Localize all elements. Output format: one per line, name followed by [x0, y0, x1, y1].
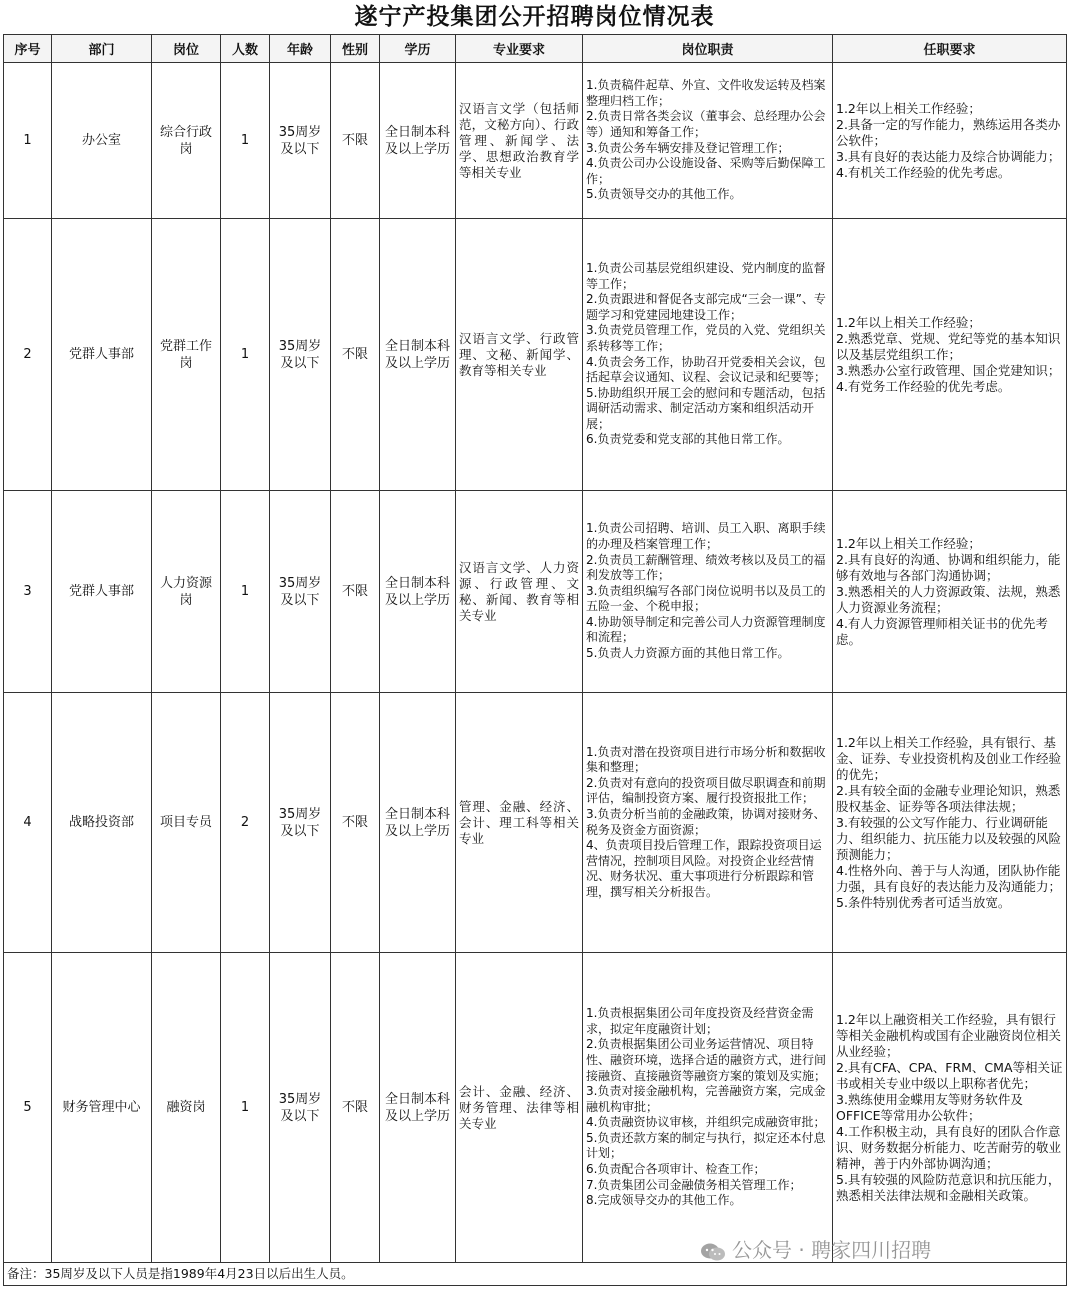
text-line: 3.熟练使用金蝶用友等财务软件及OFFICE等常用办公软件； [836, 1091, 1023, 1123]
cell-post: 人力资源岗 [152, 491, 221, 693]
header-major: 专业要求 [456, 35, 583, 63]
table-row [4, 953, 1067, 1263]
text-line: 2.负责根据集团公司业务运营情况、项目特性、融资环境，选择合适的融资方式，进行间接融资、直接融资等融资方案的策划及实施； [586, 1037, 827, 1083]
text-line: 2.负责对有意向的投资项目做尽职调查和前期评估，编制投资方案、履行投资报批工作； [586, 775, 826, 806]
cell-reqs [833, 953, 1067, 1263]
cell-gender: 不限 [331, 63, 380, 219]
text-line: 2.具有良好的沟通、协调和组织能力，能够有效地与各部门沟通协调； 3.熟悉相关的人力资源政策、法规，熟悉人力资源业务流程； [836, 551, 1068, 615]
header-dept: 部门 [52, 35, 152, 63]
text-line: 4.负责融资协议审核，并组织完成融资审批； [586, 1115, 826, 1130]
cell-count: 1 [221, 63, 270, 219]
text-line: 1.负责公司招聘、培训、员工入职、离职手续的办理及档案管理工作； [586, 521, 826, 551]
cell-dept: 党群人事部 [52, 491, 152, 693]
cell-count: 2 [221, 693, 270, 953]
cell-age: 35周岁及以下 [270, 63, 331, 219]
text-line: 3.负责公务车辆安排及登记管理工作； 4.负责公司办公设施设备、采购等后勤保障工作； [586, 140, 856, 186]
watermark-text: 公众号 · 聘家四川招聘 [732, 1238, 932, 1262]
text-line: 8.完成领导交办的其他工作。 [586, 1193, 742, 1208]
text-line: 4.负责会务工作，协助召开党委相关会议，包括起草会议通知、议程、会议记录和纪要等； [586, 354, 827, 385]
text-line: 5.负责人力资源方面的其他日常工作。 [586, 646, 790, 661]
header-row [4, 35, 1067, 63]
cell-reqs [833, 491, 1067, 693]
text-line: 1.2年以上融资相关工作经验，具有银行等相关金融机构或国有企业融资岗位相关从业经验； [836, 1011, 1062, 1059]
cell-edu: 全日制本科及以上学历 [380, 953, 456, 1263]
table-row [4, 63, 1067, 219]
cell-no: 3 [4, 491, 52, 693]
text-line: 6.负责配合各项审计、检查工作； [586, 1162, 766, 1177]
header-reqs: 任职要求 [833, 35, 1067, 63]
text-line: 3.有较强的公文写作能力、行业调研能力、组织能力、抗压能力以及较强的风险预测能力； [836, 814, 1062, 862]
cell-dept: 战略投资部 [52, 693, 152, 953]
cell-post: 党群工作岗 [152, 219, 221, 491]
cell-edu: 全日制本科及以上学历 [380, 693, 456, 953]
header-post: 岗位 [152, 35, 221, 63]
header-count: 人数 [221, 35, 270, 63]
text-line: 4.性格外向、善于与人沟通，团队协作能力强，具有良好的表达能力及沟通能力； [836, 862, 1062, 894]
cell-gender: 不限 [331, 693, 380, 953]
text-line: 1.负责对潜在投资项目进行市场分析和数据收集和整理； [586, 744, 826, 775]
text-line: 2.负责员工薪酬管理、绩效考核以及员工的福利发放等工作； [586, 552, 826, 583]
text-line: 4.有党务工作经验的优先考虑。 [836, 378, 1011, 394]
text-line: 5.协助组织开展工会的慰问和专题活动，包括调研活动需求、制定活动方案和组织活动开展； [586, 385, 826, 431]
cell-major: 汉语言文学、人力资源、行政管理、文秘、新闻、教育等相关专业 [456, 491, 583, 693]
cell-post: 融资岗 [152, 953, 221, 1263]
page-title: 遂宁产投集团公开招聘岗位情况表 [354, 3, 715, 30]
cell-gender: 不限 [331, 491, 380, 693]
text-line: 2.具有CFA、CPA、FRM、CMA等相关证书或相关专业中级以上职称者优先； [836, 1059, 1063, 1091]
cell-post: 综合行政岗 [152, 63, 221, 219]
text-line: 2.具有较全面的金融专业理论知识，熟悉股权基金、证券等各项法律法规； [836, 782, 1061, 814]
cell-edu: 全日制本科及以上学历 [380, 491, 456, 693]
text-line: 5.条件特别优秀者可适当放宽。 [836, 894, 1011, 910]
text-line: 4.有机关工作经验的优先考虑。 [836, 164, 1011, 180]
cell-count: 1 [221, 953, 270, 1263]
cell-gender: 不限 [331, 953, 380, 1263]
text-line: 2.负责跟进和督促各支部完成“三会一课”、专题学习和党建园地建设工作； 3.负责党员管理工作，党员的入党、党组织关系转移等工作； [586, 292, 845, 353]
text-line: 3.负责对接金融机构，完善融资方案，完成金融机构审批； [586, 1084, 826, 1114]
cell-no: 5 [4, 953, 52, 1263]
footnote: 备注：35周岁及以下人员是指1989年4月23日以后出生人员。 [4, 1263, 1067, 1286]
text-line: 5.负责领导交办的其他工作。 [586, 187, 742, 202]
text-line: 5.负责还款方案的制定与执行，拟定还本付息计划； [586, 1130, 826, 1161]
text-line: 4.协助领导制定和完善公司人力资源管理制度和流程； [586, 614, 826, 645]
cell-reqs [833, 63, 1067, 219]
note-row [4, 1263, 1067, 1286]
cell-dept: 党群人事部 [52, 219, 152, 491]
cell-dept: 办公室 [52, 63, 152, 219]
header-age: 年龄 [270, 35, 331, 63]
text-line: 3.熟悉办公室行政管理、国企党建知识； [836, 362, 1061, 378]
table-row [4, 219, 1067, 491]
wechat-icon [700, 1242, 726, 1262]
cell-dept: 财务管理中心 [52, 953, 152, 1263]
text-line: 3.负责组织编写各部门岗位说明书以及员工的五险一金、个税申报； [586, 583, 826, 614]
text-line: 6.负责党委和党支部的其他日常工作。 [586, 432, 790, 447]
cell-major: 汉语言文学（包括师范，文秘方向）、行政管理、新闻学、法学、思想政治教育学等相关专业 [456, 63, 583, 219]
cell-duties [583, 219, 845, 491]
cell-major: 汉语言文学、行政管理、文秘、新闻学、教育等相关专业 [456, 219, 583, 491]
cell-no: 1 [4, 63, 52, 219]
watermark [700, 1235, 931, 1265]
text-line: 1.负责根据集团公司年度投资及经营资金需求，拟定年度融资计划； [586, 1006, 814, 1036]
text-line: 2.负责日常各类会议（董事会、总经理办公会等）通知和筹备工作； [586, 109, 826, 139]
cell-no: 4 [4, 693, 52, 953]
text-line: 4、负责项目投后管理工作，跟踪投资项目运营情况，控制项目风险。对投资企业经营情况、财务状况、重大事项进行分析跟踪和管理，撰写相关分析报告。 [586, 838, 822, 899]
cell-duties [583, 491, 833, 693]
cell-major: 会计、金融、经济、财务管理、法律等相关专业 [456, 953, 583, 1263]
header-edu: 学历 [380, 35, 456, 63]
text-line: 1.负责公司基层党组织建设、党内制度的监督等工作； [586, 260, 826, 291]
cell-edu: 全日制本科及以上学历 [380, 219, 456, 491]
cell-count: 1 [221, 491, 270, 693]
text-line: 1.2年以上相关工作经验； [836, 535, 981, 551]
text-line: 2.具备一定的写作能力，熟练运用各类办公软件； [836, 116, 1061, 148]
cell-no: 2 [4, 219, 52, 491]
text-line: 7.负责集团公司金融债务相关管理工作； [586, 1177, 802, 1192]
text-line: 4.工作积极主动，具有良好的团队合作意识、财务数据分析能力、吃苦耐劳的敬业精神，善于内外部协调沟通； [836, 1123, 1062, 1171]
cell-age: 35周岁及以下 [270, 219, 331, 491]
cell-major: 管理、金融、经济、会计、理工科等相关专业 [456, 693, 583, 953]
text-line: 2.熟悉党章、党规、党纪等党的基本知识以及基层党组织工作； [836, 330, 1061, 362]
cell-age: 35周岁及以下 [270, 953, 331, 1263]
header-duties: 岗位职责 [583, 35, 833, 63]
table-row [4, 693, 1067, 953]
text-line: 1.2年以上相关工作经验，具有银行、基金、证券、专业投资机构及创业工作经验的优先； [836, 734, 1062, 782]
text-line: 3.具有良好的表达能力及综合协调能力； [836, 148, 1061, 164]
header-no: 序号 [4, 35, 52, 63]
cell-post: 项目专员 [152, 693, 221, 953]
recruitment-table [3, 34, 1067, 1286]
table-row [4, 491, 1067, 693]
text-line: 5.具有较强的风险防范意识和抗压能力，熟悉相关法律法规和金融相关政策。 [836, 1171, 1061, 1203]
cell-age: 35周岁及以下 [270, 693, 331, 953]
cell-gender: 不限 [331, 219, 380, 491]
text-line: 1.负责稿件起草、外宣、文件收发运转及档案整理归档工作； [586, 78, 826, 108]
text-line: 3.负责分析当前的金融政策，协调对接财务、税务及资金方面资源； [586, 806, 826, 837]
cell-age: 35周岁及以下 [270, 491, 331, 693]
text-line: 1.2年以上相关工作经验； [836, 100, 981, 116]
cell-duties [583, 953, 833, 1263]
cell-edu: 全日制本科及以上学历 [380, 63, 456, 219]
cell-reqs [833, 693, 1067, 953]
cell-reqs [833, 219, 1067, 491]
header-gender: 性别 [331, 35, 380, 63]
text-line: 4.有人力资源管理师相关证书的优先考虑。 [836, 615, 1048, 647]
cell-count: 1 [221, 219, 270, 491]
text-line: 1.2年以上相关工作经验； [836, 314, 981, 330]
cell-duties [583, 63, 856, 219]
cell-duties [583, 693, 833, 953]
